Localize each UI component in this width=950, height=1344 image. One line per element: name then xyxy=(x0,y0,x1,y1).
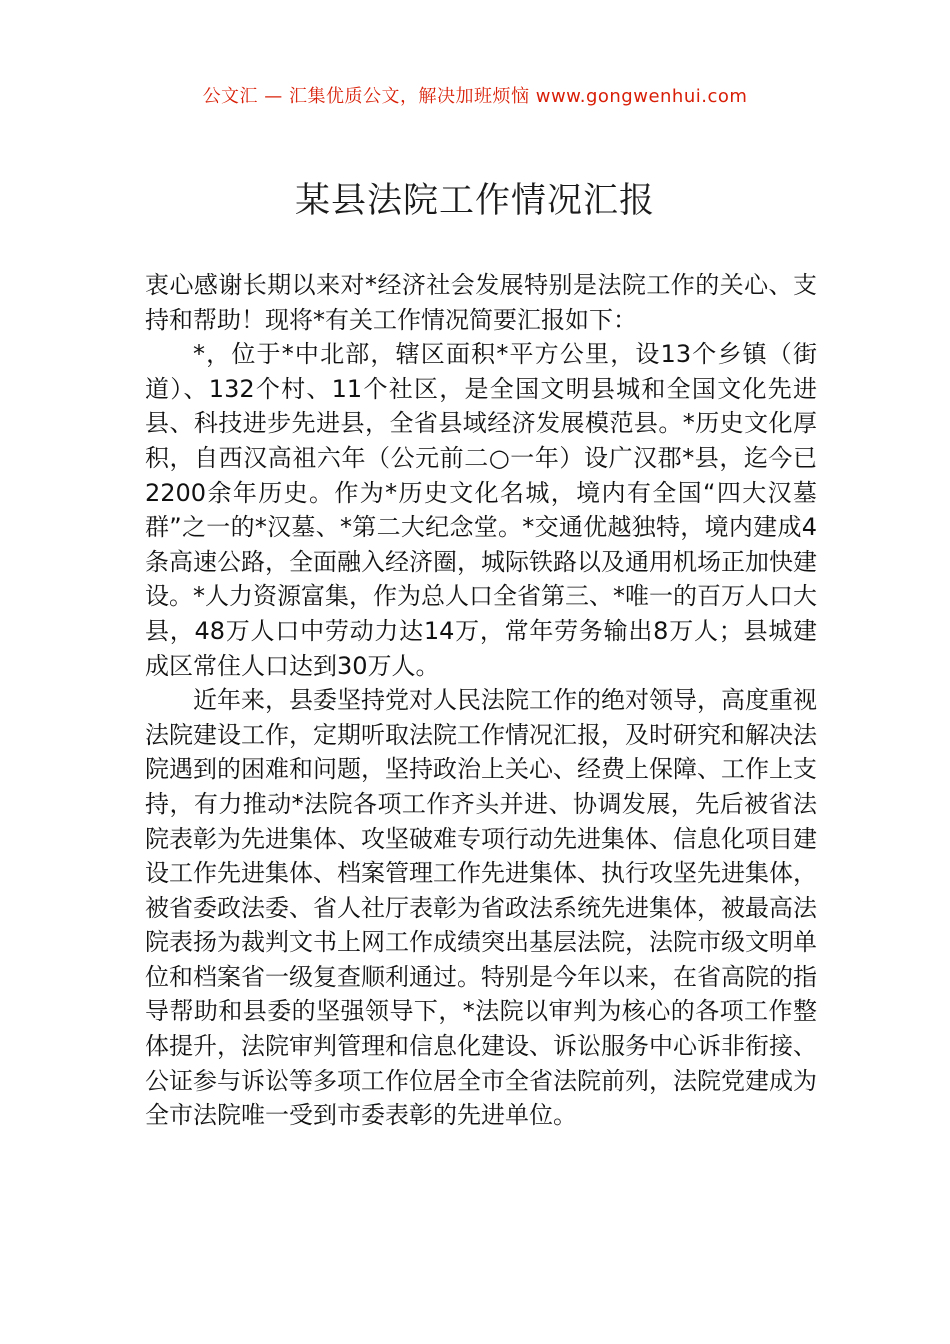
paragraph-court-achievements: 近年来，县委坚持党对人民法院工作的绝对领导，高度重视法院建设工作，定期听取法院工作情况汇报，及时研究和解决法院遇到的困难和问题，坚持政治上关心、经费上保障、工作上支持，有力推动*法院各项工作齐头并进、协调发展，先后被省法院表彰为先进集体、攻坚破难专项行动先进集体、信息化项目建设工作先进集体、档案管理工作先进集体、执行攻坚先进集体，被省委政法委、省人社厅表彰为省政法系统先进集体，被最高法院表扬为裁判文书上网工作成绩突出基层法院，法院市级文明单位和档案省一级复查顺利通过。特别是今年以来，在省高院的指导帮助和县委的坚强领导下，*法院以审判为核心的各项工作整体提升，法院审判管理和信息化建设、诉讼服务中心诉非衔接、公证参与诉讼等多项工作位居全市全省法院前列，法院党建成为全市法院唯一受到市委表彰的先进单位。 xyxy=(145,686,817,1130)
document-body xyxy=(145,268,817,1133)
header-banner: 公文汇 — 汇集优质公文，解决加班烦恼 www.gongwenhui.com xyxy=(202,86,748,107)
document-title: 某县法院工作情况汇报 xyxy=(294,181,655,221)
paragraph-county-overview: *，位于*中北部，辖区面积*平方公里，设13个乡镇（街道）、132个村、11个社区，是全国文明县城和全国文化先进县、科技进步先进县，全省县域经济发展模范县。*历史文化厚积，自西汉高祖六年（公元前二○一年）设广汉郡*县，迄今已2200余年历史。作为*历史文化名城，境内有全国“四大汉墓群”之一的*汉墓、*第二大纪念堂。*交通优越独特，境内建成4条高速公路，全面融入经济圈，城际铁路以及通用机场正加快建设。*人力资源富集，作为总人口全省第三、*唯一的百万人口大县，48万人口中劳动力达14万，常年劳务输出8万人；县城建成区常住人口达到30万人。 xyxy=(145,340,817,680)
paragraph-opening: 衷心感谢长期以来对*经济社会发展特别是法院工作的关心、支持和帮助！现将*有关工作情况简要汇报如下： xyxy=(145,271,817,334)
